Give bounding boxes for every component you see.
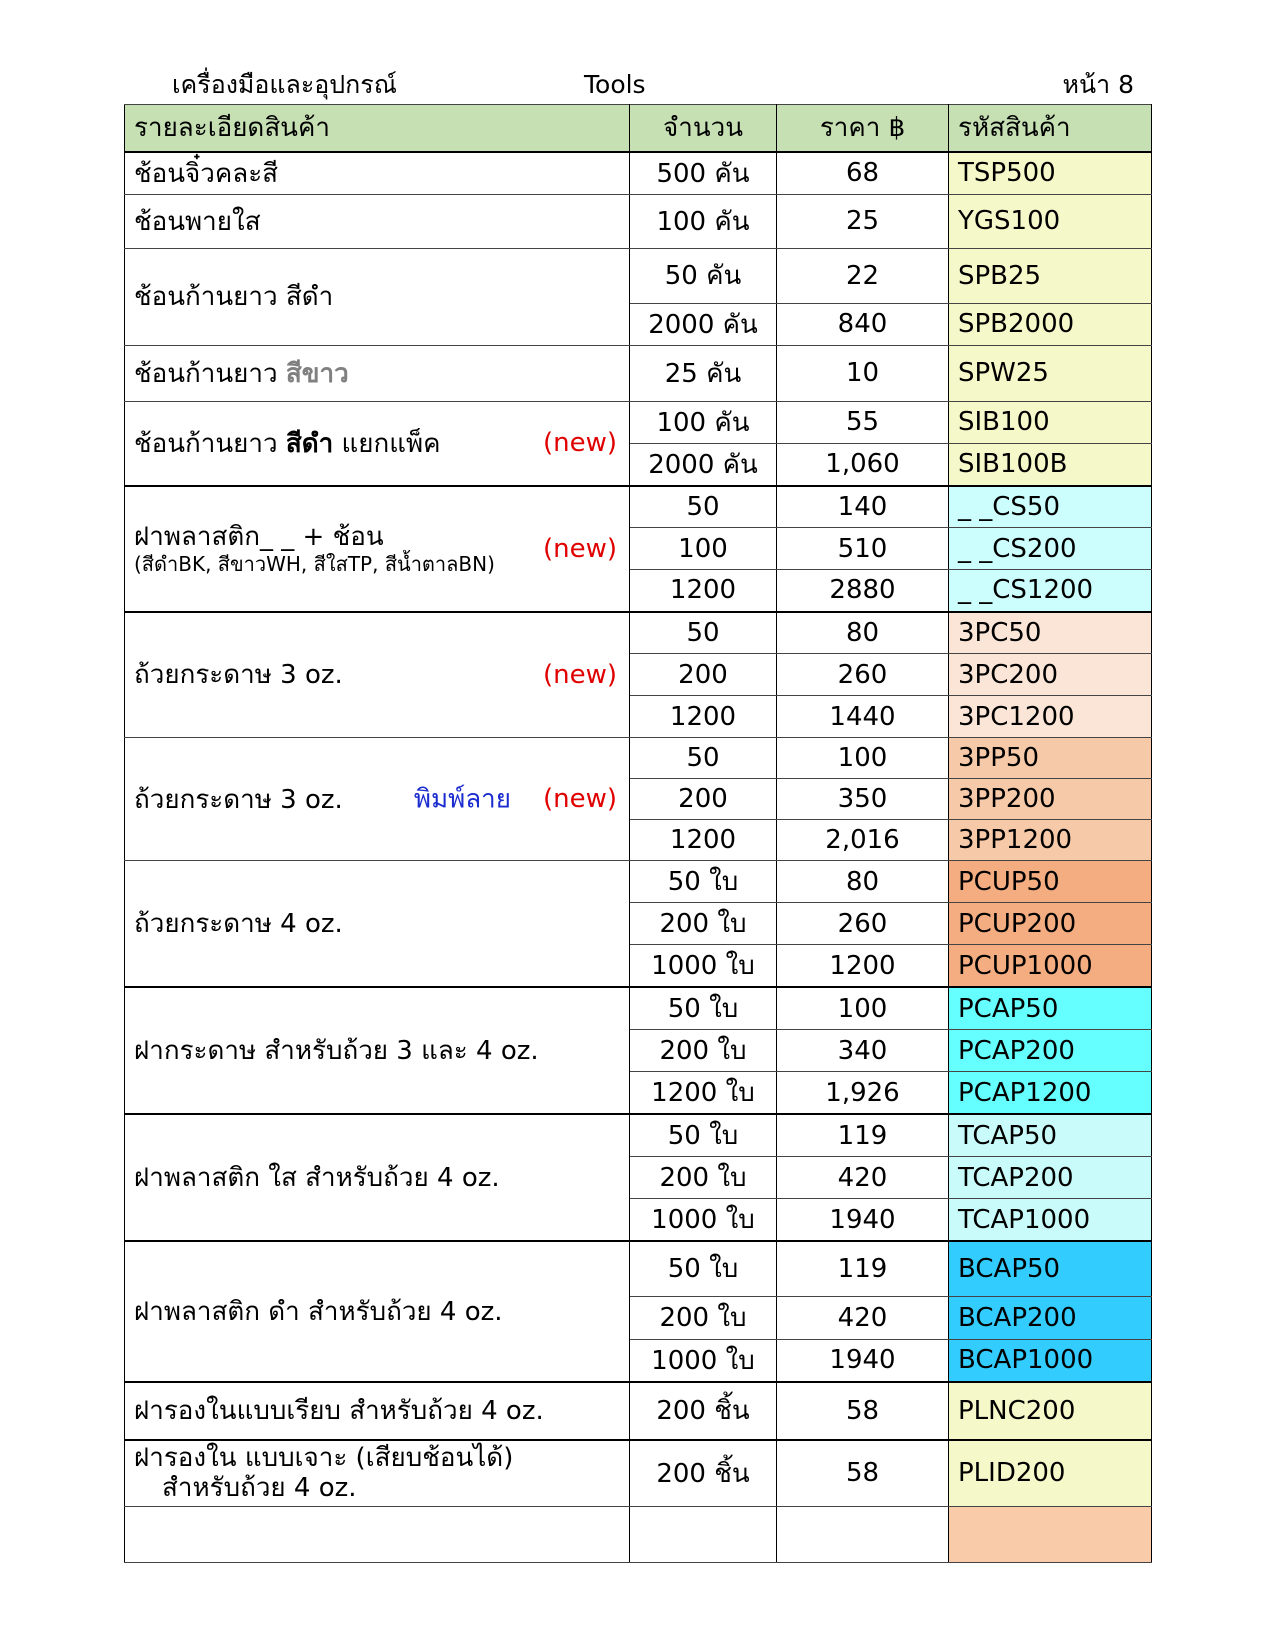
item-quantity: 100 คัน — [630, 194, 777, 248]
item-price: 10 — [777, 345, 949, 401]
item-code: PCAP200 — [949, 1030, 1152, 1072]
new-badge: (new) — [542, 659, 617, 690]
item-quantity: 200 — [630, 779, 777, 820]
printed-pattern-label: พิมพ์ลาย — [413, 784, 511, 815]
item-description-main: ถ้วยกระดาษ 3 oz. — [134, 660, 343, 691]
item-code: SPB25 — [949, 248, 1152, 303]
item-quantity: 200 — [630, 654, 777, 696]
item-color-options: (สีดำBK, สีขาวWH, สีใสTP, สีน้ำตาลBN) — [134, 551, 495, 576]
column-header-code: รหัสสินค้า — [949, 105, 1152, 152]
item-code: TCAP50 — [949, 1114, 1152, 1157]
column-header-price: ราคา ฿ — [777, 105, 949, 152]
section-title-thai: เครื่องมือและอุปกรณ์ — [172, 70, 397, 99]
item-code: 3PC50 — [949, 612, 1152, 654]
item-code: BCAP200 — [949, 1296, 1152, 1339]
price-table — [124, 104, 1152, 1563]
item-code: PLNC200 — [949, 1382, 1152, 1440]
item-code: PCAP1200 — [949, 1072, 1152, 1115]
item-price: 80 — [777, 612, 949, 654]
item-description — [125, 345, 630, 401]
item-description — [125, 1440, 630, 1507]
item-price: 350 — [777, 779, 949, 820]
item-code: 3PP200 — [949, 779, 1152, 820]
item-price: 2,016 — [777, 820, 949, 861]
item-quantity: 200 ใบ — [630, 903, 777, 945]
item-price: 55 — [777, 401, 949, 443]
table-row — [125, 194, 1152, 248]
item-description: ช้อนจิ๋วคละสี — [125, 152, 630, 195]
item-code: _ _CS1200 — [949, 570, 1152, 612]
item-code: PCUP50 — [949, 861, 1152, 903]
item-quantity: 500 คัน — [630, 152, 777, 195]
item-price: 58 — [777, 1440, 949, 1507]
table-row — [125, 486, 1152, 528]
item-price: 260 — [777, 654, 949, 696]
item-description: ช้อนพายใส — [125, 194, 630, 248]
table-row — [125, 401, 1152, 443]
item-code: TCAP1000 — [949, 1199, 1152, 1242]
new-badge: (new) — [542, 784, 617, 814]
item-price: 119 — [777, 1114, 949, 1157]
item-quantity: 200 ชิ้น — [630, 1440, 777, 1507]
item-code: TCAP200 — [949, 1157, 1152, 1199]
item-code: SIB100 — [949, 401, 1152, 443]
item-code: BCAP1000 — [949, 1339, 1152, 1382]
item-code: BCAP50 — [949, 1241, 1152, 1296]
table-row — [125, 738, 1152, 779]
table-row — [125, 1114, 1152, 1157]
item-price: 68 — [777, 152, 949, 195]
item-price: 1440 — [777, 696, 949, 738]
item-description-suffix: แยกแพ็ค — [333, 428, 441, 459]
item-price: 1200 — [777, 945, 949, 988]
item-code: TSP500 — [949, 152, 1152, 195]
item-price: 260 — [777, 903, 949, 945]
item-price: 100 — [777, 987, 949, 1030]
item-quantity: 200 ใบ — [630, 1296, 777, 1339]
item-code: 3PP1200 — [949, 820, 1152, 861]
item-description — [125, 486, 630, 612]
item-quantity: 50 ใบ — [630, 1241, 777, 1296]
item-description: ฝาพลาสติก ดำ สำหรับถ้วย 4 oz. — [125, 1241, 630, 1382]
item-quantity: 2000 คัน — [630, 443, 777, 486]
item-code: SPW25 — [949, 345, 1152, 401]
item-quantity: 100 — [630, 528, 777, 570]
item-code: PLID200 — [949, 1440, 1152, 1507]
table-row — [125, 1440, 1152, 1507]
item-description: ฝารองในแบบเรียบ สำหรับถ้วย 4 oz. — [125, 1382, 630, 1440]
item-price: 140 — [777, 486, 949, 528]
item-price: 510 — [777, 528, 949, 570]
item-code: SIB100B — [949, 443, 1152, 486]
item-price: 420 — [777, 1157, 949, 1199]
item-description-main: ช้อนก้านยาว — [134, 428, 286, 459]
item-price: 340 — [777, 1030, 949, 1072]
column-header-detail: รายละเอียดสินค้า — [125, 105, 630, 152]
item-price: 22 — [777, 248, 949, 303]
item-price: 1940 — [777, 1339, 949, 1382]
item-description — [125, 401, 630, 486]
item-code: _ _CS200 — [949, 528, 1152, 570]
item-quantity: 50 คัน — [630, 248, 777, 303]
table-row — [125, 1382, 1152, 1440]
item-code: 3PC1200 — [949, 696, 1152, 738]
item-quantity: 50 ใบ — [630, 861, 777, 903]
item-quantity: 200 ใบ — [630, 1157, 777, 1199]
item-price: 58 — [777, 1382, 949, 1440]
item-quantity: 1200 — [630, 696, 777, 738]
item-price: 1,060 — [777, 443, 949, 486]
item-description: ฝากระดาษ สำหรับถ้วย 3 และ 4 oz. — [125, 987, 630, 1114]
item-description: ช้อนก้านยาว สีดำ — [125, 248, 630, 345]
section-title-english: Tools — [584, 70, 646, 99]
column-header-quantity: จำนวน — [630, 105, 777, 152]
item-quantity: 50 — [630, 612, 777, 654]
item-price: 420 — [777, 1296, 949, 1339]
item-color-black: สีดำ — [285, 428, 334, 459]
item-price: 25 — [777, 194, 949, 248]
empty-cell — [777, 1507, 949, 1563]
item-quantity: 1200 — [630, 820, 777, 861]
item-description — [125, 612, 630, 738]
item-quantity: 1000 ใบ — [630, 1339, 777, 1382]
table-row — [125, 612, 1152, 654]
item-quantity: 50 — [630, 486, 777, 528]
item-quantity: 200 ชิ้น — [630, 1382, 777, 1440]
item-code: 3PP50 — [949, 738, 1152, 779]
item-price: 1,926 — [777, 1072, 949, 1115]
page-number: หน้า 8 — [1062, 70, 1134, 99]
item-description — [125, 738, 630, 861]
item-quantity: 25 คัน — [630, 345, 777, 401]
empty-row — [125, 1507, 1152, 1563]
empty-cell — [630, 1507, 777, 1563]
item-description-line2: สำหรับถ้วย 4 oz. — [162, 1473, 357, 1504]
table-row — [125, 152, 1152, 195]
table-row — [125, 987, 1152, 1030]
item-code: SPB2000 — [949, 303, 1152, 345]
item-description-main: ช้อนก้านยาว — [134, 358, 286, 389]
item-color-white: สีขาว — [285, 358, 349, 389]
item-quantity: 50 ใบ — [630, 1114, 777, 1157]
item-description: ฝาพลาสติก ใส สำหรับถ้วย 4 oz. — [125, 1114, 630, 1241]
item-quantity: 1200 ใบ — [630, 1072, 777, 1115]
item-quantity: 1200 — [630, 570, 777, 612]
item-description-main: ถ้วยกระดาษ 3 oz. — [134, 784, 343, 815]
table-header-row — [125, 105, 1152, 152]
item-code: PCAP50 — [949, 987, 1152, 1030]
item-description-main: ฝาพลาสติก_ _ + ช้อน — [134, 521, 384, 552]
item-price: 119 — [777, 1241, 949, 1296]
item-description: ถ้วยกระดาษ 4 oz. — [125, 861, 630, 988]
table-row — [125, 861, 1152, 903]
empty-code-cell — [949, 1507, 1152, 1563]
item-code: 3PC200 — [949, 654, 1152, 696]
item-quantity: 100 คัน — [630, 401, 777, 443]
item-quantity: 1000 ใบ — [630, 945, 777, 988]
item-quantity: 2000 คัน — [630, 303, 777, 345]
item-price: 2880 — [777, 570, 949, 612]
item-code: YGS100 — [949, 194, 1152, 248]
item-quantity: 50 — [630, 738, 777, 779]
table-row — [125, 248, 1152, 303]
table-row — [125, 1241, 1152, 1296]
item-code: PCUP200 — [949, 903, 1152, 945]
new-badge: (new) — [542, 533, 617, 564]
new-badge: (new) — [542, 428, 617, 458]
item-price: 80 — [777, 861, 949, 903]
item-code: _ _CS50 — [949, 486, 1152, 528]
item-description-main: ฝารองใน แบบเจาะ (เสียบช้อนได้) — [134, 1443, 514, 1474]
item-price: 100 — [777, 738, 949, 779]
item-price: 840 — [777, 303, 949, 345]
item-quantity: 1000 ใบ — [630, 1199, 777, 1242]
empty-cell — [125, 1507, 630, 1563]
item-price: 1940 — [777, 1199, 949, 1242]
item-quantity: 50 ใบ — [630, 987, 777, 1030]
item-code: PCUP1000 — [949, 945, 1152, 988]
table-row — [125, 345, 1152, 401]
item-quantity: 200 ใบ — [630, 1030, 777, 1072]
